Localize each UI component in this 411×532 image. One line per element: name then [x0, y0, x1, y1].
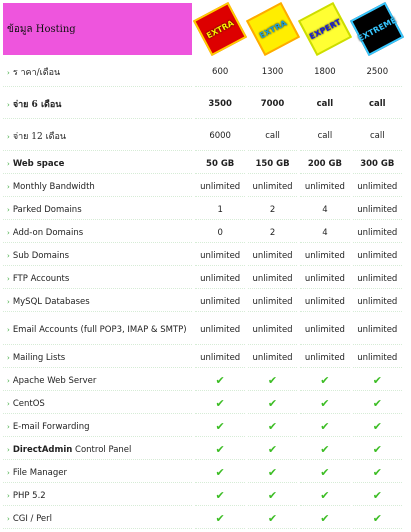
check-icon: ✔	[215, 420, 225, 433]
check-icon: ✔	[372, 374, 382, 387]
row-label	[3, 463, 192, 483]
check-cell	[300, 486, 349, 506]
plan-badge-4[interactable]	[353, 3, 402, 55]
check-cell	[353, 509, 402, 529]
check-icon: ✔	[215, 374, 225, 387]
arrow-right-icon: ›	[7, 325, 10, 334]
row-label-text: Control Panel	[72, 444, 132, 455]
row-label	[3, 90, 192, 119]
value-cell: unlimited	[353, 177, 402, 197]
check-cell	[300, 509, 349, 529]
value-cell: unlimited	[195, 315, 244, 345]
table-row	[3, 348, 402, 368]
check-icon: ✔	[267, 374, 278, 387]
value-cell: unlimited	[248, 246, 297, 266]
row-label	[3, 223, 192, 243]
value-cell: unlimited	[248, 177, 297, 197]
value-cell: call	[248, 122, 297, 151]
row-label-text: PHP 5.2	[12, 490, 46, 501]
value-cell: unlimited	[353, 348, 402, 368]
check-icon: ✔	[267, 420, 278, 433]
table-row	[3, 90, 402, 119]
check-icon: ✔	[267, 512, 278, 525]
check-cell	[195, 486, 244, 506]
plan-logo: EXTRA	[193, 2, 247, 56]
row-label-text: CentOS	[12, 398, 45, 409]
header-label: ข้อมูล Hosting	[3, 3, 192, 55]
check-icon: ✔	[215, 489, 225, 502]
row-label	[3, 486, 192, 506]
row-label	[3, 292, 192, 312]
check-cell	[195, 371, 244, 391]
check-cell	[300, 371, 349, 391]
check-icon: ✔	[372, 489, 382, 502]
value-cell: unlimited	[300, 315, 349, 345]
check-icon: ✔	[215, 397, 225, 410]
arrow-right-icon: ›	[7, 205, 10, 214]
value-cell: 7000	[248, 90, 297, 119]
check-icon: ✔	[372, 397, 382, 410]
row-label-text: Parked Domains	[12, 204, 82, 215]
check-icon: ✔	[215, 443, 225, 456]
check-icon: ✔	[320, 443, 330, 456]
check-icon: ✔	[320, 512, 330, 525]
check-cell	[353, 486, 402, 506]
table-row	[3, 246, 402, 266]
value-cell: unlimited	[195, 246, 244, 266]
check-cell	[248, 417, 297, 437]
value-cell: 2	[248, 200, 297, 220]
check-cell	[248, 394, 297, 414]
value-cell: unlimited	[248, 315, 297, 345]
check-cell	[300, 463, 349, 483]
table-row	[3, 463, 402, 483]
value-cell: 1800	[300, 58, 349, 87]
check-cell	[248, 371, 297, 391]
check-cell	[248, 509, 297, 529]
row-label	[3, 269, 192, 289]
value-cell: unlimited	[195, 348, 244, 368]
check-cell	[353, 463, 402, 483]
plan-badge-3[interactable]	[300, 3, 349, 55]
row-label	[3, 509, 192, 529]
check-cell	[353, 371, 402, 391]
row-label-text: CGI / Perl	[12, 513, 53, 524]
row-label-text: Apache Web Server	[12, 375, 97, 386]
arrow-right-icon: ›	[7, 353, 10, 362]
row-label-text: Sub Domains	[12, 250, 70, 261]
table-row	[3, 58, 402, 87]
arrow-right-icon: ›	[7, 274, 10, 283]
value-cell: 0	[195, 223, 244, 243]
value-cell: unlimited	[195, 292, 244, 312]
arrow-right-icon: ›	[7, 159, 10, 168]
row-label	[3, 154, 192, 174]
row-label-text: จ่าย 12 เดือน	[12, 132, 67, 142]
plan-logo: EXPERT	[298, 2, 352, 56]
value-cell: unlimited	[195, 177, 244, 197]
row-label	[3, 122, 192, 151]
arrow-right-icon: ›	[7, 101, 10, 109]
row-label-text: E-mail Forwarding	[12, 421, 90, 432]
check-icon: ✔	[372, 512, 382, 525]
value-cell: 1300	[248, 58, 297, 87]
check-cell	[248, 440, 297, 460]
value-cell: call	[300, 90, 349, 119]
table-row	[3, 394, 402, 414]
table-row	[3, 177, 402, 197]
row-label-text: จ่าย 6 เดือน	[12, 100, 62, 110]
value-cell: call	[300, 122, 349, 151]
value-cell: unlimited	[353, 292, 402, 312]
value-cell: unlimited	[353, 315, 402, 345]
table-row	[3, 371, 402, 391]
value-cell: unlimited	[353, 200, 402, 220]
check-icon: ✔	[320, 374, 330, 387]
value-cell: 4	[300, 223, 349, 243]
check-icon: ✔	[320, 489, 330, 502]
check-cell	[300, 417, 349, 437]
table-row	[3, 223, 402, 243]
arrow-right-icon: ›	[7, 182, 10, 191]
check-icon: ✔	[372, 420, 382, 433]
value-cell: unlimited	[248, 348, 297, 368]
value-cell: 6000	[195, 122, 244, 151]
check-cell	[248, 486, 297, 506]
check-cell	[195, 394, 244, 414]
plan-logo: EXTRA	[245, 2, 299, 56]
value-cell: 600	[195, 58, 244, 87]
check-icon: ✔	[267, 397, 278, 410]
value-cell: 1	[195, 200, 244, 220]
check-icon: ✔	[215, 466, 225, 479]
row-label	[3, 315, 192, 345]
arrow-right-icon: ›	[7, 399, 10, 408]
row-label-text: File Manager	[12, 467, 67, 478]
row-label	[3, 246, 192, 266]
value-cell: 3500	[195, 90, 244, 119]
row-label-text: ร าคา/เดือน	[12, 68, 61, 78]
row-label-text: MySQL Databases	[12, 296, 90, 307]
arrow-right-icon: ›	[7, 514, 10, 523]
row-label-text: Monthly Bandwidth	[12, 181, 95, 192]
arrow-right-icon: ›	[7, 251, 10, 260]
value-cell: unlimited	[300, 246, 349, 266]
arrow-right-icon: ›	[7, 133, 10, 141]
arrow-right-icon: ›	[7, 445, 10, 454]
table-row	[3, 486, 402, 506]
row-label-text: Mailing Lists	[12, 352, 66, 363]
row-label-text: FTP Accounts	[12, 273, 70, 284]
check-cell	[300, 440, 349, 460]
value-cell: 50 GB	[195, 154, 244, 174]
value-cell: unlimited	[353, 246, 402, 266]
arrow-right-icon: ›	[7, 228, 10, 237]
arrow-right-icon: ›	[7, 69, 10, 77]
arrow-right-icon: ›	[7, 468, 10, 477]
row-label	[3, 348, 192, 368]
value-cell: 300 GB	[353, 154, 402, 174]
table-row	[3, 509, 402, 529]
row-label	[3, 371, 192, 391]
check-icon: ✔	[215, 512, 225, 525]
plan-badge-1[interactable]	[195, 3, 244, 55]
value-cell: unlimited	[353, 223, 402, 243]
arrow-right-icon: ›	[7, 422, 10, 431]
arrow-right-icon: ›	[7, 491, 10, 500]
row-label-text: Web space	[12, 158, 65, 169]
table-row	[3, 154, 402, 174]
table-row	[3, 417, 402, 437]
value-cell: 2500	[353, 58, 402, 87]
value-cell: 4	[300, 200, 349, 220]
value-cell: unlimited	[300, 292, 349, 312]
value-cell: unlimited	[300, 177, 349, 197]
check-icon: ✔	[372, 466, 382, 479]
arrow-right-icon: ›	[7, 297, 10, 306]
value-cell: call	[353, 90, 402, 119]
value-cell: call	[353, 122, 402, 151]
table-row	[3, 200, 402, 220]
value-cell: 150 GB	[248, 154, 297, 174]
check-icon: ✔	[320, 420, 330, 433]
table-row	[3, 269, 402, 289]
value-cell: 2	[248, 223, 297, 243]
row-label	[3, 58, 192, 87]
table-row	[3, 315, 402, 345]
check-icon: ✔	[320, 397, 330, 410]
value-cell: 200 GB	[300, 154, 349, 174]
check-cell	[300, 394, 349, 414]
check-cell	[195, 463, 244, 483]
table-row	[3, 440, 402, 460]
header-row	[3, 3, 402, 55]
check-cell	[195, 417, 244, 437]
row-label	[3, 200, 192, 220]
check-cell	[195, 509, 244, 529]
check-icon: ✔	[267, 466, 278, 479]
value-cell: unlimited	[300, 348, 349, 368]
table-row	[3, 122, 402, 151]
value-cell: unlimited	[300, 269, 349, 289]
plan-logo: EXTREME	[350, 2, 404, 56]
check-icon: ✔	[267, 443, 278, 456]
check-cell	[195, 440, 244, 460]
value-cell: unlimited	[248, 269, 297, 289]
row-label	[3, 177, 192, 197]
plan-badge-2[interactable]	[248, 3, 297, 55]
row-label-text: Email Accounts (full POP3, IMAP & SMTP)	[12, 324, 187, 335]
check-cell	[248, 463, 297, 483]
table-row	[3, 292, 402, 312]
check-icon: ✔	[372, 443, 382, 456]
value-cell: unlimited	[248, 292, 297, 312]
row-label	[3, 394, 192, 414]
check-cell	[353, 394, 402, 414]
check-icon: ✔	[320, 466, 330, 479]
value-cell: unlimited	[353, 269, 402, 289]
row-label-bold: DirectAdmin	[12, 444, 73, 455]
check-cell	[353, 440, 402, 460]
value-cell: unlimited	[195, 269, 244, 289]
arrow-right-icon: ›	[7, 376, 10, 385]
row-label	[3, 417, 192, 437]
check-cell	[353, 417, 402, 437]
row-label	[3, 440, 192, 460]
row-label-text: Add-on Domains	[12, 227, 84, 238]
check-icon: ✔	[267, 489, 278, 502]
